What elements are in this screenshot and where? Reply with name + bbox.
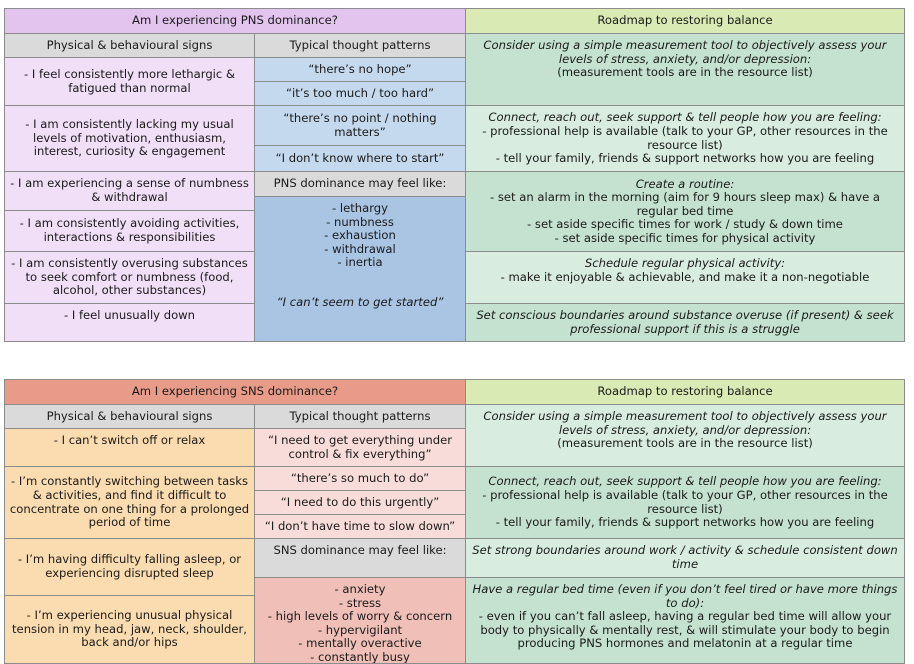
sns-thoughts-header: Typical thought patterns: [254, 404, 466, 429]
pns-sign: - I feel consistently more lethargic & fatigued than normal: [4, 57, 255, 106]
pns-thought: “there’s no hope”: [254, 57, 466, 82]
pns-thought: “I don’t know where to start”: [254, 145, 466, 172]
sns-feel-list: - anxiety - stress - high levels of worry & concern - hypervigilant - mentally overactive - constantly busy: [254, 577, 466, 664]
sns-sign: - I’m experiencing unusual physical tension in my head, jaw, neck, shoulder, back and/or hips: [4, 595, 255, 664]
pns-roadmap-measure: Consider using a simple measurement tool to objectively assess your levels of stress, anxiety, and/or depression: (measurement tools are in the resource list): [465, 33, 905, 106]
pns-feel-list: - lethargy - numbness - exhaustion - withdrawal - inertia “I can’t seem to get started”: [254, 196, 466, 342]
pns-sign: - I am experiencing a sense of numbness & withdrawal: [4, 171, 255, 211]
pns-roadmap-boundary: Set conscious boundaries around substance overuse (if present) & seek professional support if this is a struggle: [465, 303, 905, 342]
sns-thought: “there’s so much to do”: [254, 466, 466, 491]
pns-sign: - I am consistently overusing substances to seek comfort or numbness (food, alcohol, other substances): [4, 251, 255, 304]
pns-roadmap-title: Roadmap to restoring balance: [465, 8, 905, 34]
pns-sign: - I am consistently avoiding activities, interactions & responsibilities: [4, 210, 255, 252]
sns-sign: - I can’t switch off or relax: [4, 428, 255, 467]
pns-sign: - I am consistently lacking my usual levels of motivation, enthusiasm, interest, curiosity & engagement: [4, 105, 255, 172]
sns-roadmap-boundary: Set strong boundaries around work / activity & schedule consistent down time: [465, 538, 905, 578]
pns-sign: - I feel unusually down: [4, 303, 255, 342]
sns-sign: - I’m having difficulty falling asleep, or experiencing disrupted sleep: [4, 538, 255, 596]
sns-thought: “I need to do this urgently”: [254, 490, 466, 515]
sns-title: Am I experiencing SNS dominance?: [4, 379, 466, 405]
pns-roadmap-connect: Connect, reach out, seek support & tell people how you are feeling: - professional help is available (talk to your GP, other resources in the resource list) - tell your family, friends & support networks how you are feeling: [465, 105, 905, 172]
pns-title: Am I experiencing PNS dominance?: [4, 8, 466, 34]
pns-roadmap-routine: Create a routine: - set an alarm in the morning (aim for 9 hours sleep max) & have a regular bed time - set aside specific times for work / study & down time - set aside specific times for physical activity: [465, 171, 905, 252]
sns-roadmap-connect: Connect, reach out, seek support & tell people how you are feeling: - professional help is available (talk to your GP, other resources in the resource list) - tell your family, friends & support networks how you are feeling: [465, 466, 905, 539]
sns-signs-header: Physical & behavioural signs: [4, 404, 255, 429]
sns-feel-label: SNS dominance may feel like:: [254, 538, 466, 578]
pns-feel-label: PNS dominance may feel like:: [254, 171, 466, 197]
sns-roadmap-title: Roadmap to restoring balance: [465, 379, 905, 405]
pns-signs-header: Physical & behavioural signs: [4, 33, 255, 58]
pns-feel-quote: “I can’t seem to get started”: [276, 294, 444, 309]
sns-roadmap-measure: Consider using a simple measurement tool to objectively assess your levels of stress, anxiety, and/or depression: (measurement tools are in the resource list): [465, 404, 905, 467]
pns-thoughts-header: Typical thought patterns: [254, 33, 466, 58]
pns-roadmap-activity: Schedule regular physical activity: - make it enjoyable & achievable, and make it a non-negotiable: [465, 251, 905, 304]
sns-sign: - I’m constantly switching between tasks & activities, and find it difficult to concentrate on one thing for a prolonged period of time: [4, 466, 255, 539]
sns-thought: “I need to get everything under control & fix everything”: [254, 428, 466, 467]
sns-roadmap-bedtime: Have a regular bed time (even if you don’t feel tired or have more things to do): - even if you can’t fall asleep, having a regular bed time will allow your body to physically & mentally rest, & will stimulate your body to begin producing PNS hormones and melatonin at a regular time: [465, 577, 905, 664]
pns-thought: “it’s too much / too hard”: [254, 81, 466, 106]
sns-thought: “I don’t have time to slow down”: [254, 514, 466, 539]
pns-thought: “there’s no point / nothing matters”: [254, 105, 466, 146]
